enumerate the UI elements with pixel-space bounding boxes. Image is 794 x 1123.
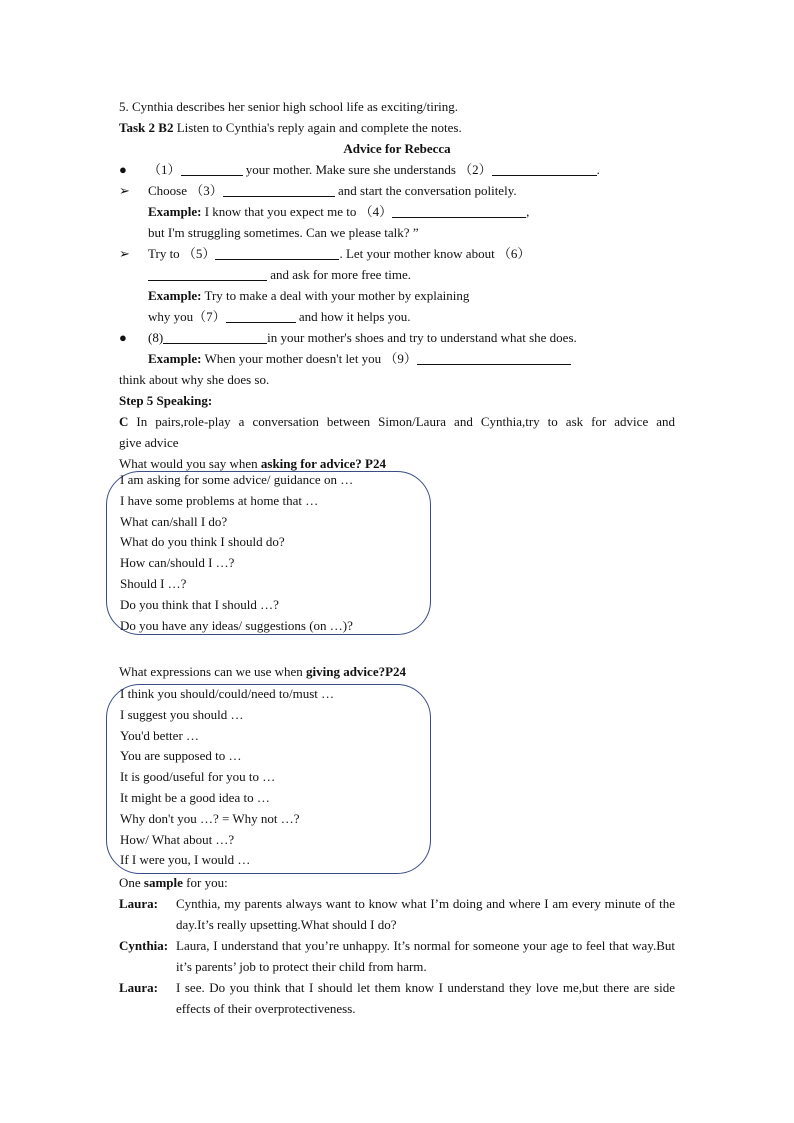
list-item: I have some problems at home that …	[120, 492, 319, 508]
question-5-line: 5. Cynthia describes her senior high school life as exciting/tiring.	[119, 99, 459, 114]
example-label: Example:	[148, 351, 202, 366]
list-item: I think you should/could/need to/must …	[120, 686, 335, 701]
bullet-arrow-icon: ➢	[119, 183, 130, 198]
dialogue-text: Laura, I understand that you’re unhappy. It’s normal for someone your age to feel that way.But it’s parents’ job to protect their child from harm.	[176, 938, 675, 974]
dialogue-text: Cynthia, my parents always want to know what I’m doing and where I am every minute of the day.It’s really upsetting.What should I do?	[176, 896, 675, 932]
asking-question: What would you say when asking for advice? P24	[119, 456, 386, 471]
example-label: Example:	[148, 288, 202, 303]
notes-title: Advice for Rebecca	[343, 141, 451, 156]
list-item: How can/should I …?	[120, 555, 235, 571]
dialogue-line	[119, 935, 675, 977]
list-item: What do you think I should do?	[120, 534, 285, 550]
c-label: C	[119, 414, 129, 429]
blank-5[interactable]	[215, 245, 339, 260]
list-item: You'd better …	[120, 727, 200, 743]
sample-section	[119, 872, 675, 1019]
bullet-arrow-icon: ➢	[119, 246, 130, 261]
list-item: I suggest you should …	[120, 706, 244, 722]
note-8: ● (8) in your mother's shoes and try to understand what she does.	[119, 327, 675, 348]
step5-c-line-2: give advice	[119, 435, 179, 450]
task2-text: Listen to Cynthia's reply again and complete the notes.	[173, 120, 462, 135]
list-item: What can/shall I do?	[120, 513, 228, 529]
list-item: How/ What about …?	[120, 831, 235, 847]
list-item: It is good/useful for you to …	[120, 769, 276, 785]
blank-4[interactable]	[392, 203, 526, 218]
step5-heading: Step 5 Speaking:	[119, 393, 213, 408]
example-1: Example: I know that you expect me to （4） ,	[148, 204, 530, 219]
list-item: Do you have any ideas/ suggestions (on …)?	[120, 617, 353, 633]
bullet-dot-icon: ●	[119, 162, 127, 177]
asking-phrases-list	[120, 470, 353, 636]
dialogue-text: I see. Do you think that I should let them know I understand they love me,but there are side effects of their overprotectiveness.	[176, 980, 675, 1016]
example-2: Example: Try to make a deal with your mother by explaining	[148, 288, 470, 303]
blank-6[interactable]	[148, 266, 267, 281]
sample-intro: One sample for you:	[119, 875, 228, 890]
dialogue-line	[119, 893, 675, 935]
list-item: You are supposed to …	[120, 748, 242, 764]
note-6-line: and ask for more free time.	[119, 264, 675, 285]
list-item: Why don't you …? = Why not …?	[120, 810, 300, 826]
speaker-name: Cynthia:	[119, 938, 169, 953]
task2-instruction	[119, 117, 675, 138]
dialogue-line	[119, 977, 675, 1019]
bullet-dot-icon: ●	[119, 330, 127, 345]
list-item: If I were you, I would …	[120, 852, 251, 868]
speaker-name: Laura:	[119, 980, 158, 995]
giving-phrases-list	[120, 684, 334, 871]
blank-2[interactable]	[492, 161, 597, 176]
blank-1[interactable]	[181, 161, 243, 176]
example-3-line-2: think about why she does so.	[119, 372, 270, 387]
speaker-name: Laura:	[119, 896, 158, 911]
step5-c-line-1: C In pairs,role-play a conversation between Simon/Laura and Cynthia,try to ask for advice and	[119, 414, 675, 429]
example-1-line-2: but I'm struggling sometimes. Can we please talk? ”	[148, 225, 419, 240]
blank-3[interactable]	[223, 182, 335, 197]
list-item: Do you think that I should …?	[120, 596, 279, 612]
worksheet-page	[119, 96, 675, 474]
blank-9[interactable]	[417, 350, 571, 365]
example-3: Example: When your mother doesn't let you （9）	[119, 348, 675, 369]
blank-7[interactable]	[226, 308, 296, 323]
giving-question: What expressions can we use when giving advice?P24	[119, 664, 407, 679]
example-2-line-2: why you（7） and how it helps you.	[148, 309, 411, 324]
list-item: I am asking for some advice/ guidance on …	[120, 472, 354, 487]
task2-label: Task 2 B2	[119, 120, 174, 135]
list-item: It might be a good idea to …	[120, 789, 270, 805]
example-label: Example:	[148, 204, 202, 219]
note-5: ➢ Try to （5） . Let your mother know about （6）	[119, 243, 675, 264]
note-3: ➢ Choose （3） and start the conversation politely.	[119, 180, 675, 201]
list-item: Should I …?	[120, 575, 187, 591]
note-1: ● （1） your mother. Make sure she understands （2） .	[119, 159, 675, 180]
blank-8[interactable]	[163, 329, 267, 344]
